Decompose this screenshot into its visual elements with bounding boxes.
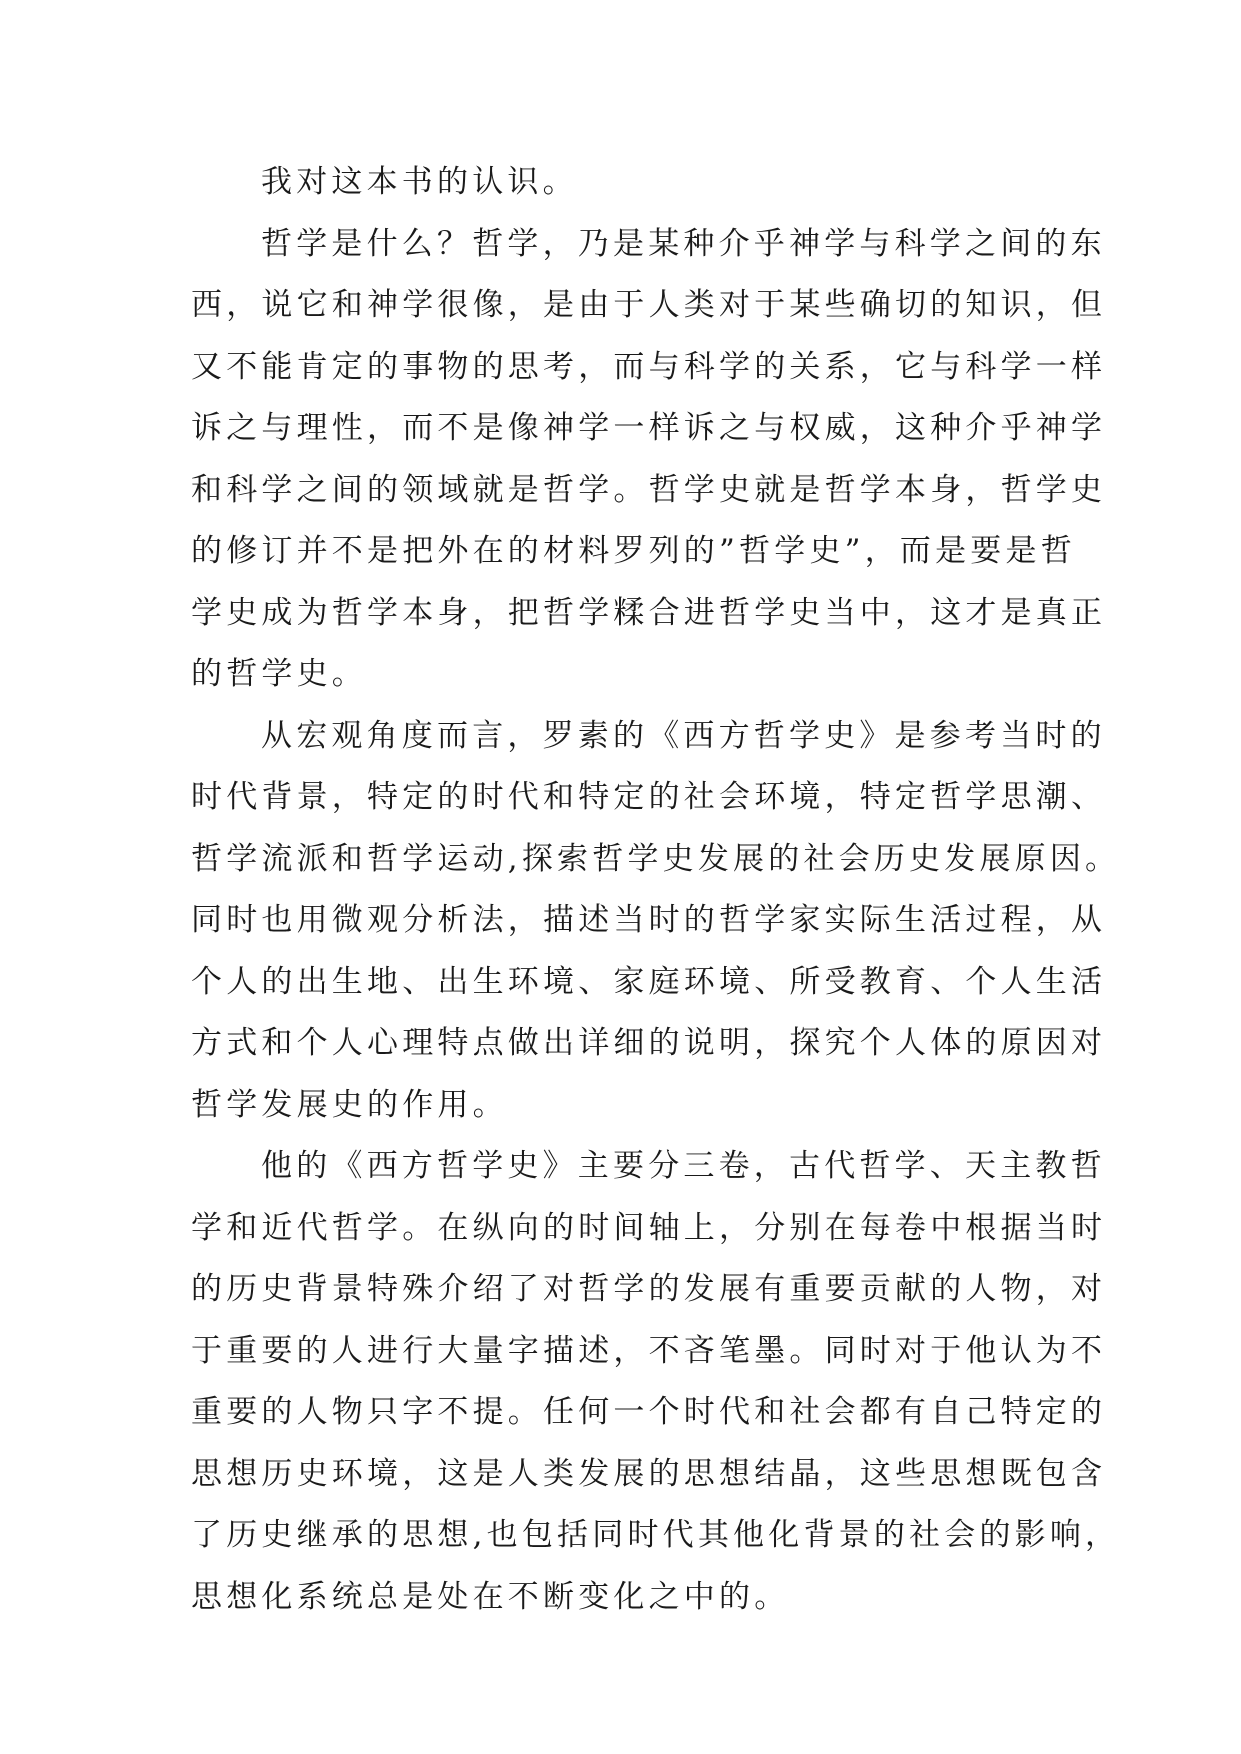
text-line: 了历史继承的思想,也包括同时代其他化背景的社会的影响， (191, 1517, 1121, 1553)
text-line: 的修订并不是把外在的材料罗列的”哲学史”，而是要是哲 (191, 533, 1076, 569)
text-line: 哲学发展史的作用。 (191, 1086, 508, 1123)
text-line: 和科学之间的领域就是哲学。哲学史就是哲学本身，哲学史 (191, 471, 1107, 508)
paragraph-1 (191, 152, 1051, 214)
text-line: 同时也用微观分析法，描述当时的哲学家实际生活过程，从 (191, 902, 1107, 938)
document-body (191, 152, 1121, 1628)
text-line: 西，说它和神学很像，是由于人类对于某些确切的知识，但 (191, 287, 1107, 323)
text-line: 哲学是什么？哲学，乃是某种介乎神学与科学之间的东 (261, 225, 1106, 262)
paragraph-2 (191, 214, 1107, 706)
text-line: 方式和个人心理特点做出详细的说明，探究个人体的原因对 (191, 1025, 1107, 1061)
text-line: 我对这本书的认识。 (261, 164, 578, 200)
text-line: 思想化系统总是处在不断变化之中的。 (191, 1578, 790, 1615)
text-line: 从宏观角度而言，罗素的《西方哲学史》是参考当时的 (261, 717, 1106, 754)
text-line: 的哲学史。 (191, 656, 367, 692)
text-line: 学史成为哲学本身，把哲学糅合进哲学史当中，这才是真正 (191, 594, 1107, 631)
text-line: 他的《西方哲学史》主要分三卷，古代哲学、天主教哲 (261, 1148, 1106, 1184)
paragraph-3 (191, 706, 1121, 1137)
text-line: 重要的人物只字不提。任何一个时代和社会都有自己特定的 (191, 1394, 1107, 1430)
paragraph-4 (191, 1136, 1121, 1628)
text-line: 思想历史环境，这是人类发展的思想结晶，这些思想既包含 (191, 1455, 1107, 1492)
text-line: 诉之与理性，而不是像神学一样诉之与权威，这种介乎神学 (191, 410, 1107, 446)
text-line: 个人的出生地、出生环境、家庭环境、所受教育、个人生活 (191, 963, 1107, 1000)
text-line: 学和近代哲学。在纵向的时间轴上，分别在每卷中根据当时 (191, 1209, 1107, 1246)
text-line: 又不能肯定的事物的思考，而与科学的关系，它与科学一样 (191, 348, 1107, 385)
text-line: 的历史背景特殊介绍了对哲学的发展有重要贡献的人物，对 (191, 1271, 1107, 1307)
text-line: 哲学流派和哲学运动,探索哲学史发展的社会历史发展原因。 (191, 840, 1121, 877)
text-line: 时代背景，特定的时代和特定的社会环境，特定哲学思潮、 (191, 779, 1107, 815)
text-line: 于重要的人进行大量字描述，不吝笔墨。同时对于他认为不 (191, 1332, 1107, 1369)
